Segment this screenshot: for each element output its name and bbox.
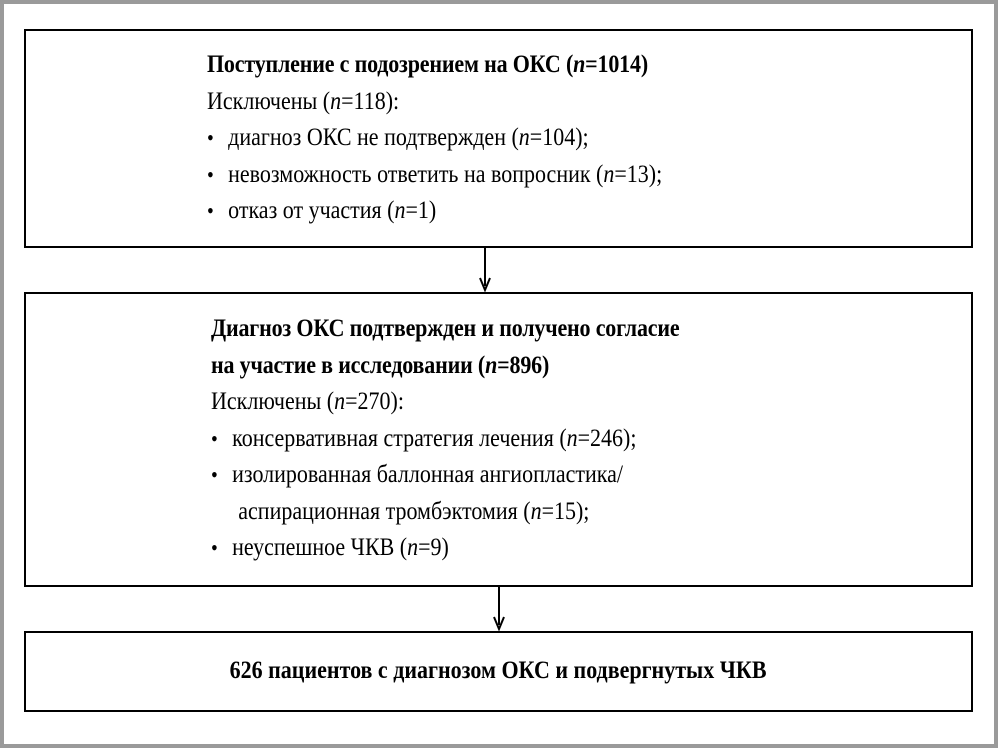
confirmed-excluded-item-count: =246); — [577, 424, 637, 452]
confirmed-excluded-item-text: аспирационная тромбэктомия ( — [238, 497, 531, 525]
bullet-icon: • — [207, 161, 214, 187]
bullet-icon: • — [211, 535, 218, 560]
confirmed-excluded-item-count: =15); — [541, 497, 590, 525]
confirmed-excluded-item-n: n — [566, 424, 578, 452]
confirmed-excluded-item-continuation — [211, 494, 871, 531]
admission-title-count: =1014) — [585, 51, 648, 78]
confirmed-excluded-item — [211, 457, 871, 494]
admission-excluded-item-n: n — [518, 124, 530, 151]
confirmed-excluded-text: Исключены ( — [211, 388, 335, 415]
admission-excluded-item-count: =13); — [614, 160, 663, 188]
confirmed-excluded-item-text: изолированная баллонная ангиопластика/ — [232, 461, 623, 488]
admission-excluded-n: n — [330, 87, 342, 115]
admission-excluded-item — [207, 193, 871, 230]
confirmed-excluded-item-text: консервативная стратегия лечения ( — [232, 424, 567, 452]
bullet-icon: • — [211, 462, 218, 487]
confirmed-excluded — [211, 384, 871, 421]
confirmed-excluded-n: n — [334, 388, 346, 415]
bullet-icon: • — [211, 425, 218, 451]
admission-excluded-count: =118): — [341, 87, 400, 115]
confirmed-excluded-item-text: неуспешное ЧКВ ( — [232, 534, 408, 561]
flow-box-confirmed-content — [211, 311, 961, 567]
admission-excluded-item — [207, 120, 871, 157]
admission-excluded-item-text: диагноз ОКС не подтвержден ( — [228, 124, 519, 151]
admission-excluded-text: Исключены ( — [207, 87, 331, 115]
flow-arrow-down-icon — [489, 587, 509, 631]
flow-box-admission-content — [207, 47, 961, 230]
admission-excluded — [207, 84, 871, 121]
bullet-icon: • — [207, 125, 214, 150]
admission-excluded-item-count: =104); — [529, 124, 589, 151]
flow-arrow-down-icon — [475, 248, 495, 292]
flow-box-final-content — [26, 633, 971, 710]
confirmed-title-count: =896) — [497, 351, 550, 379]
admission-title-text: Поступление с подозрением на ОКС ( — [207, 51, 574, 78]
admission-excluded-item-n: n — [394, 197, 406, 224]
admission-excluded-item-count: =1) — [405, 197, 437, 224]
flow-box-confirmed — [24, 292, 973, 587]
confirmed-excluded-item — [211, 530, 871, 567]
final-result-text: 626 пациентов с диагнозом ОКС и подвергнутых ЧКВ — [230, 657, 767, 685]
admission-excluded-item-n: n — [603, 160, 615, 188]
confirmed-excluded-count: =270): — [345, 388, 404, 415]
confirmed-excluded-item-count: =9) — [418, 534, 449, 561]
admission-title — [207, 47, 871, 84]
confirmed-excluded-item-n: n — [407, 534, 419, 561]
flow-box-final — [24, 631, 973, 712]
flow-box-admission — [24, 29, 973, 248]
admission-title-n: n — [573, 51, 586, 78]
confirmed-excluded-item — [211, 421, 871, 458]
confirmed-title-line1: Диагноз ОКС подтвержден и получено согласие — [211, 315, 680, 342]
confirmed-excluded-item-n: n — [530, 497, 542, 525]
confirmed-title-line2 — [211, 348, 871, 385]
admission-excluded-item-text: отказ от участия ( — [228, 197, 395, 224]
admission-excluded-item — [207, 157, 871, 194]
admission-excluded-item-text: невозможность ответить на вопросник ( — [228, 160, 604, 188]
bullet-icon: • — [207, 198, 214, 223]
confirmed-title-n: n — [485, 351, 498, 379]
confirmed-title-text: на участие в исследовании ( — [211, 351, 486, 379]
